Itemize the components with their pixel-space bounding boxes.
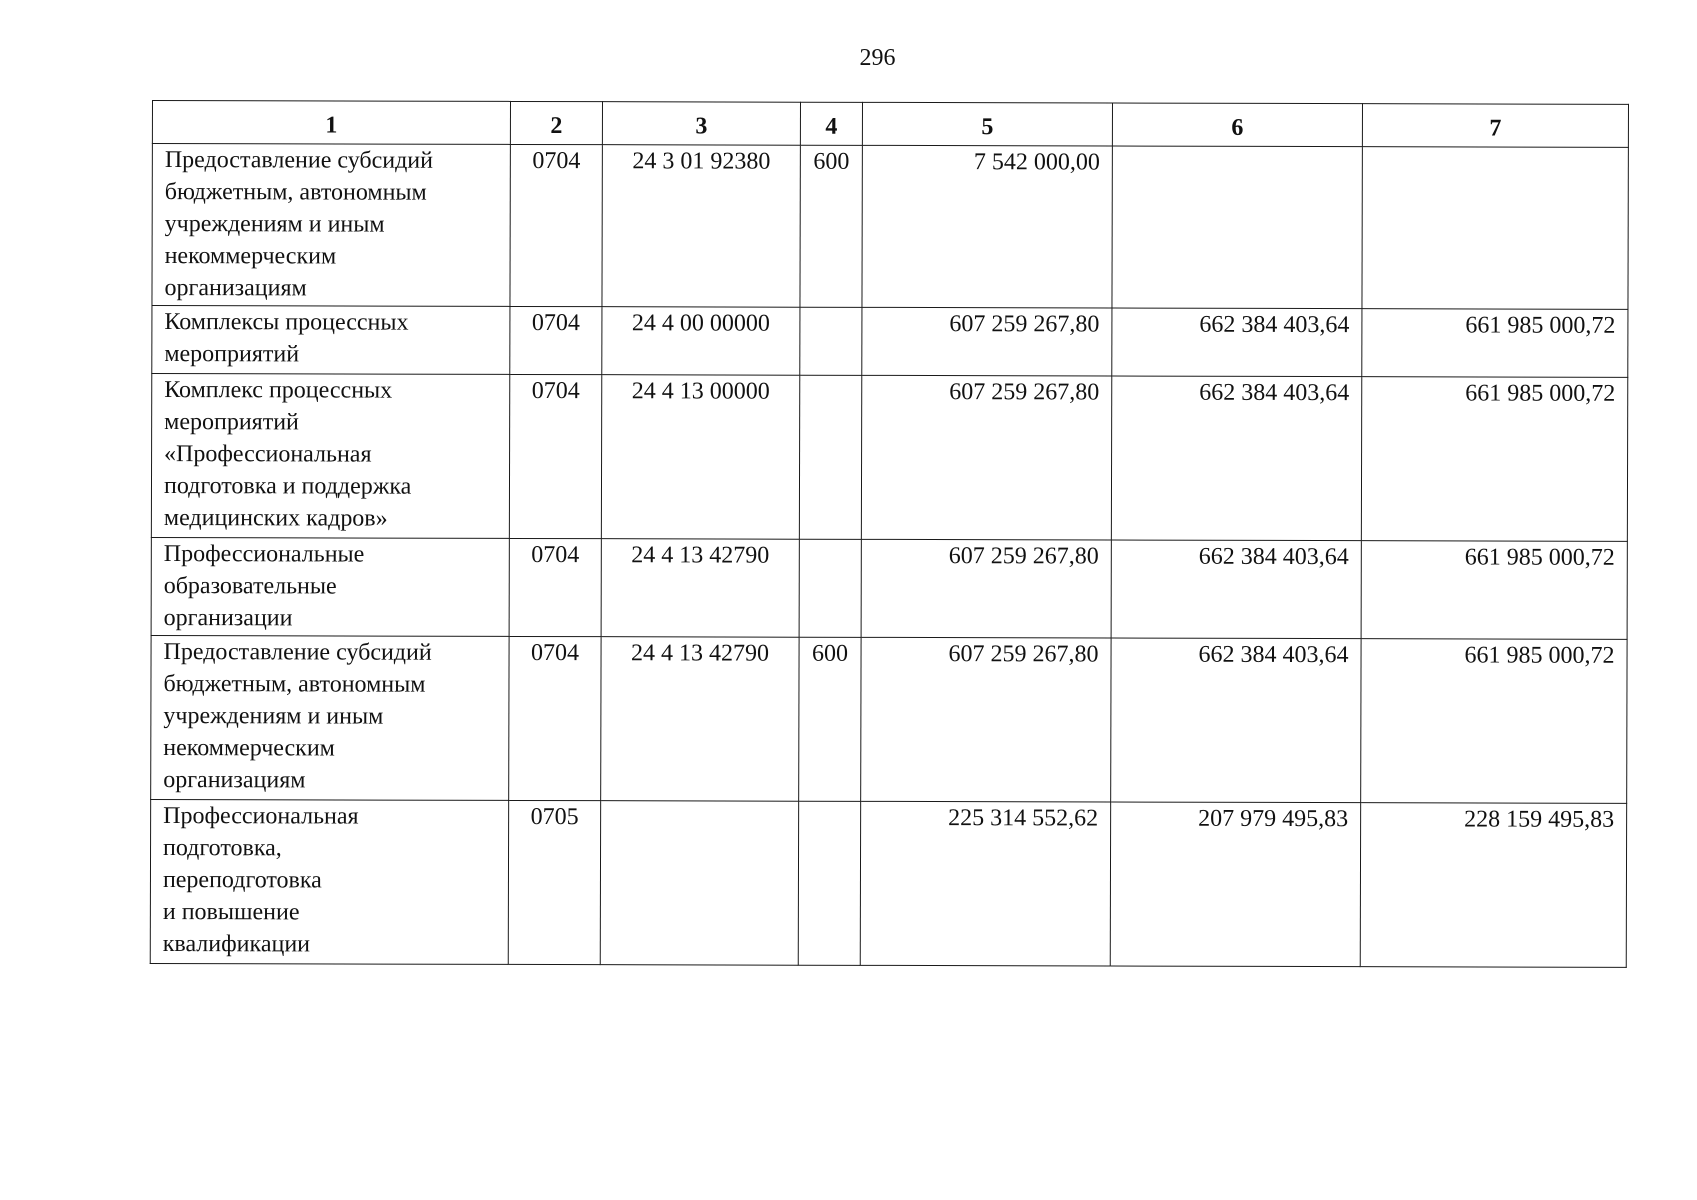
row-name-cell [150, 799, 508, 964]
expense-type-cell: 600 [800, 145, 862, 307]
amount-col-5-cell: 607 259 267,80 [861, 375, 1111, 540]
expense-type-cell [799, 539, 861, 637]
table-row [151, 537, 1627, 639]
section-code-cell: 0704 [509, 374, 601, 538]
amount-col-6-cell: 662 384 403,64 [1111, 376, 1361, 541]
expense-type-cell: 600 [799, 637, 861, 801]
section-code-cell: 0705 [508, 800, 600, 964]
row-name-cell [152, 306, 510, 375]
amount-col-5-cell: 607 259 267,80 [862, 307, 1112, 376]
amount-col-5-cell: 225 314 552,62 [860, 801, 1110, 966]
header-col-3: 3 [602, 102, 800, 146]
amount-col-7-cell: 661 985 000,72 [1362, 309, 1628, 378]
target-code-cell: 24 4 13 42790 [601, 539, 799, 638]
header-row [152, 101, 1628, 148]
amount-col-7-cell: 228 159 495,83 [1360, 803, 1626, 968]
row-name: Профессиональные образовательные организации [163, 541, 365, 632]
amount-col-5-cell: 607 259 267,80 [861, 539, 1111, 638]
target-code-cell: 24 3 01 92380 [602, 145, 800, 308]
row-name: Комплексы процессных мероприятий [164, 309, 409, 368]
amount-col-6-cell [1112, 146, 1362, 309]
expense-type-cell [800, 307, 862, 375]
section-code-cell: 0704 [510, 144, 602, 306]
target-code-cell: 24 4 00 00000 [602, 307, 800, 376]
amount-col-5-cell: 607 259 267,80 [861, 637, 1111, 802]
header-col-5: 5 [862, 102, 1112, 146]
amount-col-6-cell: 207 979 495,83 [1110, 802, 1360, 967]
table-row [152, 306, 1628, 378]
expense-type-cell [799, 375, 861, 539]
section-code-cell: 0704 [510, 306, 602, 374]
amount-col-7-cell: 661 985 000,72 [1361, 541, 1627, 640]
amount-col-6-cell: 662 384 403,64 [1112, 308, 1362, 377]
row-name-cell [151, 374, 509, 539]
header-col-2: 2 [510, 101, 602, 144]
target-code-cell: 24 4 13 42790 [601, 637, 799, 802]
target-code-cell [600, 801, 798, 966]
row-name: Предоставление субсидий бюджетным, автономным учреждениям и иным некоммерческим организациям [163, 639, 432, 794]
budget-table [150, 100, 1629, 968]
table-row [152, 144, 1628, 310]
amount-col-7-cell [1362, 147, 1628, 310]
row-name: Профессиональная подготовка, переподготовка и повышение квалификации [162, 803, 359, 958]
amount-col-7-cell: 661 985 000,72 [1361, 377, 1627, 542]
section-code-cell: 0704 [509, 538, 601, 636]
header-col-1: 1 [152, 101, 510, 145]
amount-col-6-cell: 662 384 403,64 [1111, 540, 1361, 639]
page-number: 296 [859, 45, 896, 71]
table-row [151, 635, 1627, 803]
target-code-cell: 24 4 13 00000 [601, 375, 799, 540]
row-name-cell [151, 537, 509, 636]
budget-table-container [150, 100, 1628, 968]
amount-col-5-cell: 7 542 000,00 [862, 145, 1112, 308]
header-col-6: 6 [1112, 103, 1362, 147]
row-name: Комплекс процессных мероприятий «Профессиональная подготовка и поддержка медицинских кадров» [163, 377, 412, 532]
row-name-cell [151, 635, 509, 800]
row-name: Предоставление субсидий бюджетным, автономным учреждениям и иным некоммерческим организациям [164, 147, 434, 302]
table-row [151, 374, 1627, 542]
amount-col-7-cell: 661 985 000,72 [1361, 639, 1627, 804]
expense-type-cell [798, 801, 860, 965]
section-code-cell: 0704 [509, 636, 601, 800]
row-name-cell [152, 144, 510, 307]
table-row [150, 799, 1626, 967]
header-col-7: 7 [1362, 104, 1628, 148]
header-col-4: 4 [800, 102, 862, 145]
amount-col-6-cell: 662 384 403,64 [1111, 638, 1361, 803]
